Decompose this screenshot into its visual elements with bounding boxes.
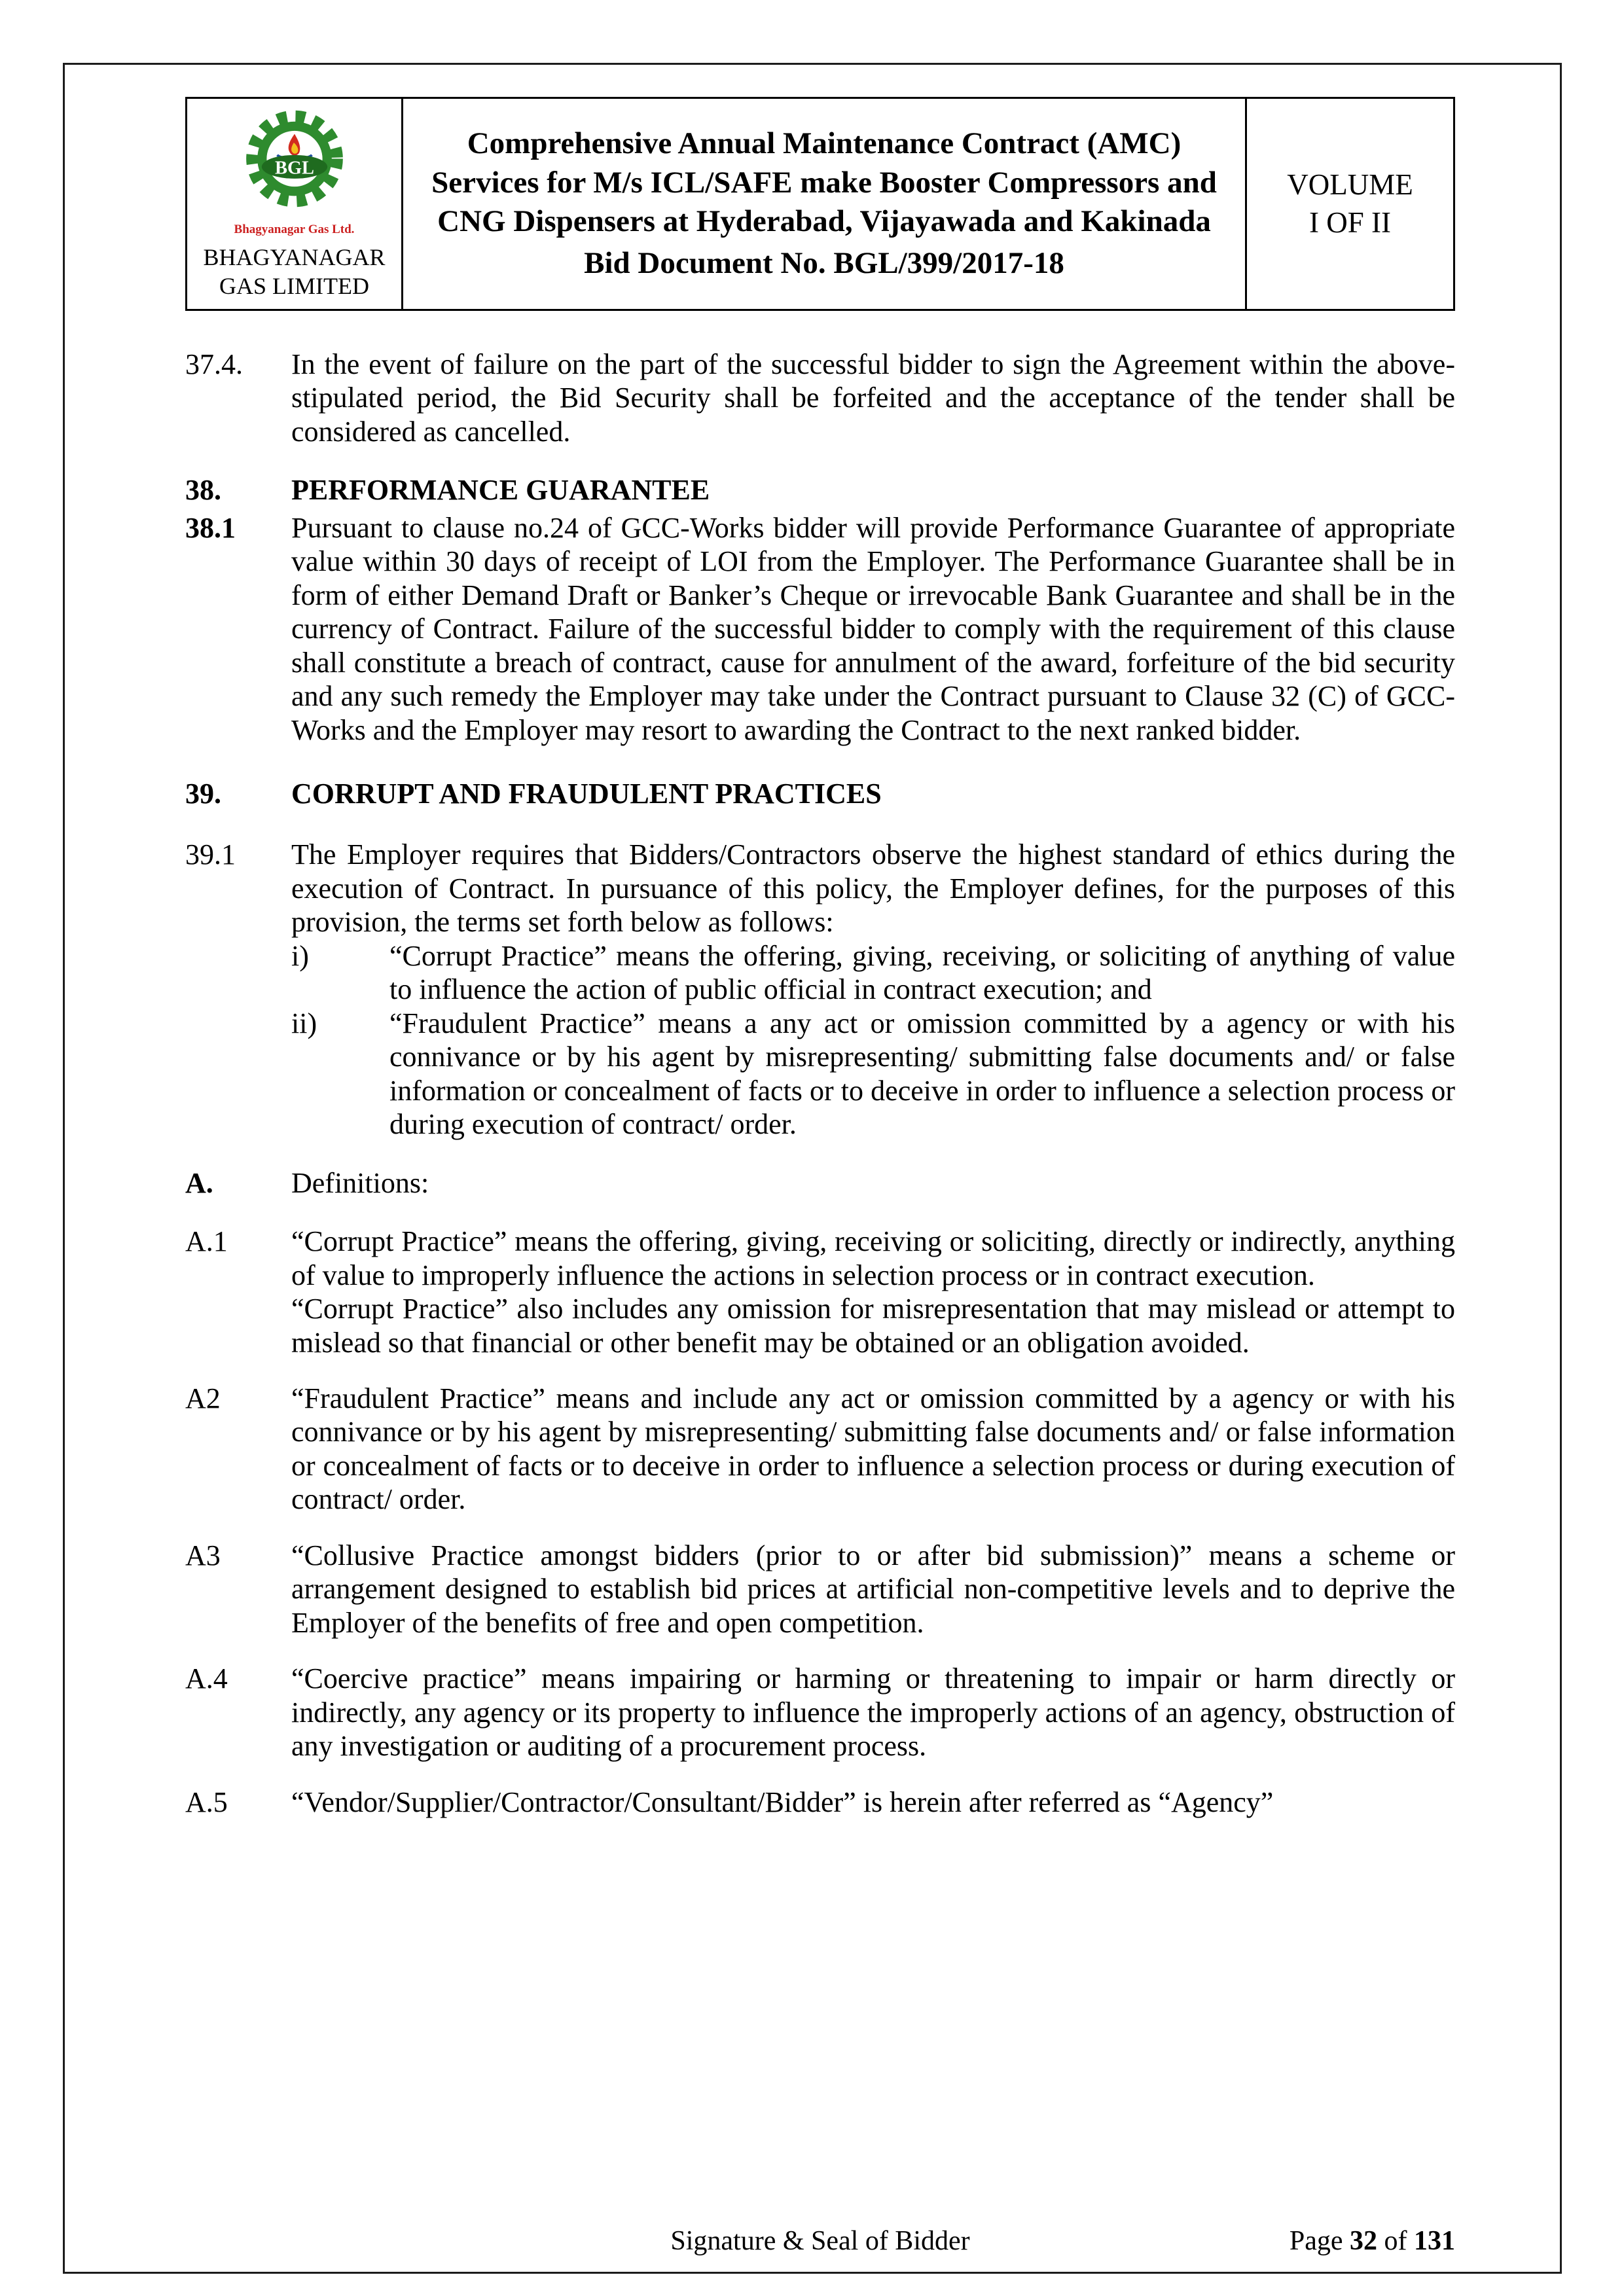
company-name-line2: GAS LIMITED <box>219 272 369 299</box>
subclause-number: i) <box>291 939 309 972</box>
subclause-text: “Fraudulent Practice” means a any act or omission committed by a agency or with his connivance or by his agent by misrepresenting/ submitting false documents and/ or false information or concealment of facts or to deceive in order to influence a selection process or during execution of contract/ order. <box>389 1007 1455 1141</box>
clause-text: “Fraudulent Practice” means and include any act or omission committed by a agency or with his connivance or by his agent by misrepresenting/ submitting false documents and/ or false information or concealment of facts or to deceive in order to influence a selection process or during execution of contract/ order. <box>291 1382 1455 1516</box>
clause-a1 <box>185 1225 1455 1359</box>
heading-performance-guarantee <box>185 473 1455 507</box>
clause-number: 38.1 <box>185 511 236 544</box>
clause-number: 38. <box>185 474 221 507</box>
clause-intro-text: The Employer requires that Bidders/Contractors observe the highest standard of ethics during the execution of Contract. In pursuance of this policy, the Employer defines, for the purposes of this provision, the terms set forth below as follows: <box>291 838 1455 939</box>
header-table <box>185 97 1455 311</box>
clause-number: A3 <box>185 1539 221 1571</box>
of-word: of <box>1384 2226 1407 2256</box>
subclause-number: ii) <box>291 1007 317 1039</box>
heading-text: PERFORMANCE GUARANTEE <box>291 474 710 507</box>
clause-text: “Vendor/Supplier/Contractor/Consultant/Bidder” is herein after referred as “Agency” <box>291 1785 1274 1818</box>
company-logo-icon <box>232 107 357 223</box>
clause-number: 39. <box>185 777 221 810</box>
page-current: 32 <box>1350 2226 1377 2256</box>
clause-37-4 <box>185 348 1455 448</box>
volume-cell <box>1246 98 1454 310</box>
clause-a2 <box>185 1382 1455 1516</box>
subclause-text: “Corrupt Practice” means the offering, giving, receiving, or soliciting of anything of value to influence the action of public official in contract execution; and <box>389 939 1455 1006</box>
heading-text: CORRUPT AND FRAUDULENT PRACTICES <box>291 777 882 810</box>
clause-text <box>291 1225 1455 1359</box>
company-name <box>191 243 397 301</box>
clause-text <box>291 838 1455 1141</box>
document-title: Comprehensive Annual Maintenance Contract (AMC) Services for M/s ICL/SAFE make Booster Compressors and CNG Dispensers at Hyderabad, Vijayawada and Kakinada <box>431 126 1217 239</box>
page-content <box>185 97 1455 1819</box>
clause-a5 <box>185 1785 1455 1819</box>
page-footer <box>185 2225 1455 2265</box>
page-total: 131 <box>1414 2226 1455 2256</box>
definitions-heading <box>185 1166 1455 1200</box>
clause-a4 <box>185 1662 1455 1763</box>
clause-number: 37.4. <box>185 348 243 380</box>
heading-corrupt-fraudulent-practices <box>185 777 1455 810</box>
volume-line2: I OF II <box>1309 206 1391 240</box>
clause-text: “Coercive practice” means impairing or harming or threatening to impair or harm directly or indirectly, any agency or its property to influence the improperly actions of an agency, obstruction of any investigation or auditing of a procurement process. <box>291 1662 1455 1763</box>
clause-number: A.4 <box>185 1662 228 1695</box>
clause-number: A. <box>185 1166 213 1199</box>
clause-number: A.5 <box>185 1785 228 1818</box>
logo-cell <box>187 98 403 310</box>
title-cell <box>403 98 1246 310</box>
clause-text: “Collusive Practice amongst bidders (prior to or after bid submission)” means a scheme or arrangement designed to establish bid prices at artificial non-competitive levels and to deprive the Employer of the benefits of free and open competition. <box>291 1539 1455 1639</box>
document-body <box>185 348 1455 1819</box>
clause-text: In the event of failure on the part of the successful bidder to sign the Agreement within the above-stipulated period, the Bid Security shall be forfeited and the acceptance of the tender shall be considered as cancelled. <box>291 348 1455 448</box>
logo-bgl-text: BGL <box>274 158 314 179</box>
page-number <box>1290 2225 1455 2257</box>
company-name-line1: BHAGYANAGAR <box>203 244 386 270</box>
volume-line1: VOLUME <box>1287 168 1413 201</box>
clause-text: Definitions: <box>291 1166 429 1199</box>
clause-number: A2 <box>185 1382 221 1414</box>
clause-number: 39.1 <box>185 838 236 871</box>
clause-text: Pursuant to clause no.24 of GCC-Works bidder will provide Performance Guarantee of appropriate value within 30 days of receipt of LOI from the Employer. The Performance Guarantee shall be in form of either Demand Draft or Banker’s Cheque or irrevocable Bank Guarantee and shall be in the currency of Contract. Failure of the successful bidder to comply with the requirement of this clause shall constitute a breach of contract, cause for annulment of the award, forfeiture of the bid security and any such remedy the Employer may take under the Contract pursuant to Clause 32 (C) of GCC-Works and the Employer may resort to awarding the Contract to the next ranked bidder. <box>291 511 1455 746</box>
logo-subtext: Bhagyanagar Gas Ltd. <box>234 223 355 236</box>
header-row <box>187 98 1454 310</box>
clause-paragraph: “Corrupt Practice” means the offering, giving, receiving or soliciting, directly or indirectly, anything of value to improperly influence the actions in selection process or in contract execution. <box>291 1225 1455 1291</box>
clause-38-1 <box>185 511 1455 747</box>
bid-document-number: Bid Document No. BGL/399/2017-18 <box>584 246 1064 281</box>
clause-a3 <box>185 1539 1455 1640</box>
page-word: Page <box>1289 2226 1343 2256</box>
clause-39-1 <box>185 838 1455 1141</box>
subclause-i <box>291 939 1455 1007</box>
subclause-ii <box>291 1007 1455 1141</box>
signature-seal-line: Signature & Seal of Bidder <box>670 2226 970 2256</box>
clause-paragraph: “Corrupt Practice” also includes any omission for misrepresentation that may mislead or attempt to mislead so that financial or other benefit may be obtained or an obligation avoided. <box>291 1293 1455 1359</box>
clause-number: A.1 <box>185 1225 228 1258</box>
